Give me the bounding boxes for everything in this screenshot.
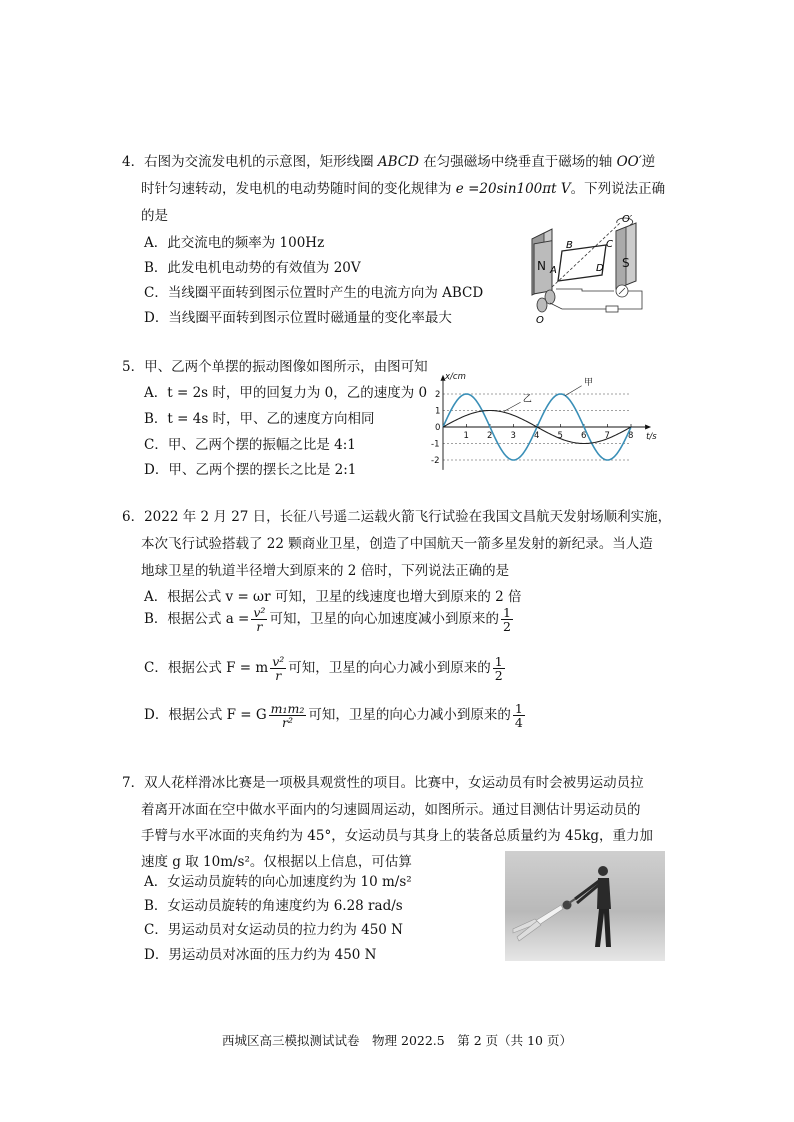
q7-stem-line4: 速度 g 取 10m/s²。仅根据以上信息，可估算 xyxy=(141,854,412,870)
generator-figure xyxy=(522,215,670,327)
x-tick-label: 3 xyxy=(510,431,516,441)
q5-option-b: B．t = 4s 时，甲、乙的速度方向相同 xyxy=(144,411,375,427)
label-c: C xyxy=(606,239,613,250)
q6-option-d: D．根据公式 F = G $\frac{\text{m₁m₂}}{\text{r²}}$ 可知，卫星的向心力减小到原来的 $\frac{1}{4}$ xyxy=(144,701,523,731)
y-axis-label: x/cm xyxy=(445,371,466,382)
q6-stem-line3: 地球卫星的轨道半径增大到原来的 2 倍时，下列说法正确的是 xyxy=(141,563,510,579)
q5-option-c: C．甲、乙两个摆的振幅之比是 4:1 xyxy=(144,437,356,453)
x-tick-label: 7 xyxy=(604,431,610,441)
y-tick-label: -2 xyxy=(431,456,440,466)
label-o-prime: O′ xyxy=(622,215,633,225)
q7-option-a: A．女运动员旋转的向心加速度约为 10 m/s² xyxy=(144,874,412,890)
label-d: D xyxy=(596,263,604,274)
q7-option-b: B．女运动员旋转的角速度约为 6.28 rad/s xyxy=(144,898,403,914)
label-a: A xyxy=(550,265,557,276)
figure-skating-photo xyxy=(505,851,665,961)
label-b: B xyxy=(566,240,573,251)
x-axis-label: t/s xyxy=(646,432,657,442)
y-tick-label: 1 xyxy=(435,406,441,417)
q4-stem-line3: 的是 xyxy=(141,208,168,224)
q5-stem: 5．甲、乙两个单摆的振动图像如图所示，由图可知 xyxy=(122,359,428,375)
x-tick-label: 1 xyxy=(463,431,469,441)
x-tick-label: 2 xyxy=(487,431,493,441)
x-tick-label: 4 xyxy=(534,431,540,441)
q4-stem-line1: 4．右图为交流发电机的示意图，矩形线圈 ABCD 在匀强磁场中绕垂直于磁场的轴 OO′逆 xyxy=(122,154,656,170)
x-tick-label: 6 xyxy=(581,431,587,441)
q7-stem-line3: 手臂与水平冰面的夹角约为 45°，女运动员与其身上的装备总质量约为 45kg，重力加 xyxy=(141,828,654,844)
y-tick-label: 0 xyxy=(435,423,441,433)
label-o: O xyxy=(536,315,544,326)
q4-option-d: D．当线圈平面转到图示位置时磁通量的变化率最大 xyxy=(144,310,452,326)
series-label-leader xyxy=(504,402,520,411)
y-tick-label: -1 xyxy=(431,439,440,450)
q4-stem-line2: 时针匀速转动，发电机的电动势随时间的变化规律为 e =20sin100πt V。下列说法正确 xyxy=(141,181,666,197)
x-arrow xyxy=(645,425,651,430)
oscillation-chart xyxy=(425,370,680,475)
q6-stem-line2: 本次飞行试验搭载了 22 颗商业卫星，创造了中国航天一箭多星发射的新纪录。当人造 xyxy=(141,536,653,552)
x-tick-label: 8 xyxy=(628,431,634,441)
label-s: S xyxy=(622,256,630,270)
q6-stem-line1: 6．2022 年 2 月 27 日，长征八号遥二运载火箭飞行试验在我国文昌航天发射场顺利实施， xyxy=(122,509,672,525)
page-footer: 西城区高三模拟测试试卷 物理 2022.5 第 2 页（共 10 页） xyxy=(222,1033,572,1048)
q6-option-b: B．根据公式 a = $\frac{\text{v²}}{r}$ 可知，卫星的向心加速度减小到原来的 $\frac{1}{2}$ xyxy=(144,605,511,635)
q6-option-c: C．根据公式 F = m $\frac{\text{v²}}{r}$ 可知，卫星的向心力减小到原来的 $\frac{1}{2}$ xyxy=(144,654,503,684)
q4-option-c: C．当线圈平面转到图示位置时产生的电流方向为 ABCD xyxy=(144,285,484,301)
series-label-yi: 乙 xyxy=(522,394,532,405)
q7-stem-line1: 7．双人花样滑冰比赛是一项极具观赏性的项目。比赛中，女运动员有时会被男运动员拉 xyxy=(122,775,644,791)
q6-option-a: A．根据公式 v = ωr 可知，卫星的线速度也增大到原来的 2 倍 xyxy=(144,589,522,605)
q5-option-d: D．甲、乙两个摆的摆长之比是 2:1 xyxy=(144,462,357,478)
q7-stem-line2: 着离开冰面在空中做水平面内的匀速圆周运动，如图所示。通过目测估计男运动员的 xyxy=(141,802,641,818)
q7-option-d: D．男运动员对冰面的压力约为 450 N xyxy=(144,947,377,963)
y-tick-label: 2 xyxy=(435,390,441,400)
x-tick-label: 5 xyxy=(557,431,563,441)
q4-option-b: B．此发电机电动势的有效值为 20V xyxy=(144,260,361,276)
q5-option-a: A．t = 2s 时，甲的回复力为 0，乙的速度为 0 xyxy=(144,385,428,401)
label-n: N xyxy=(537,259,546,273)
series-label-jia: 甲 xyxy=(584,377,594,388)
q4-option-a: A．此交流电的频率为 100Hz xyxy=(144,235,325,251)
q7-option-c: C．男运动员对女运动员的拉力约为 450 N xyxy=(144,922,403,938)
